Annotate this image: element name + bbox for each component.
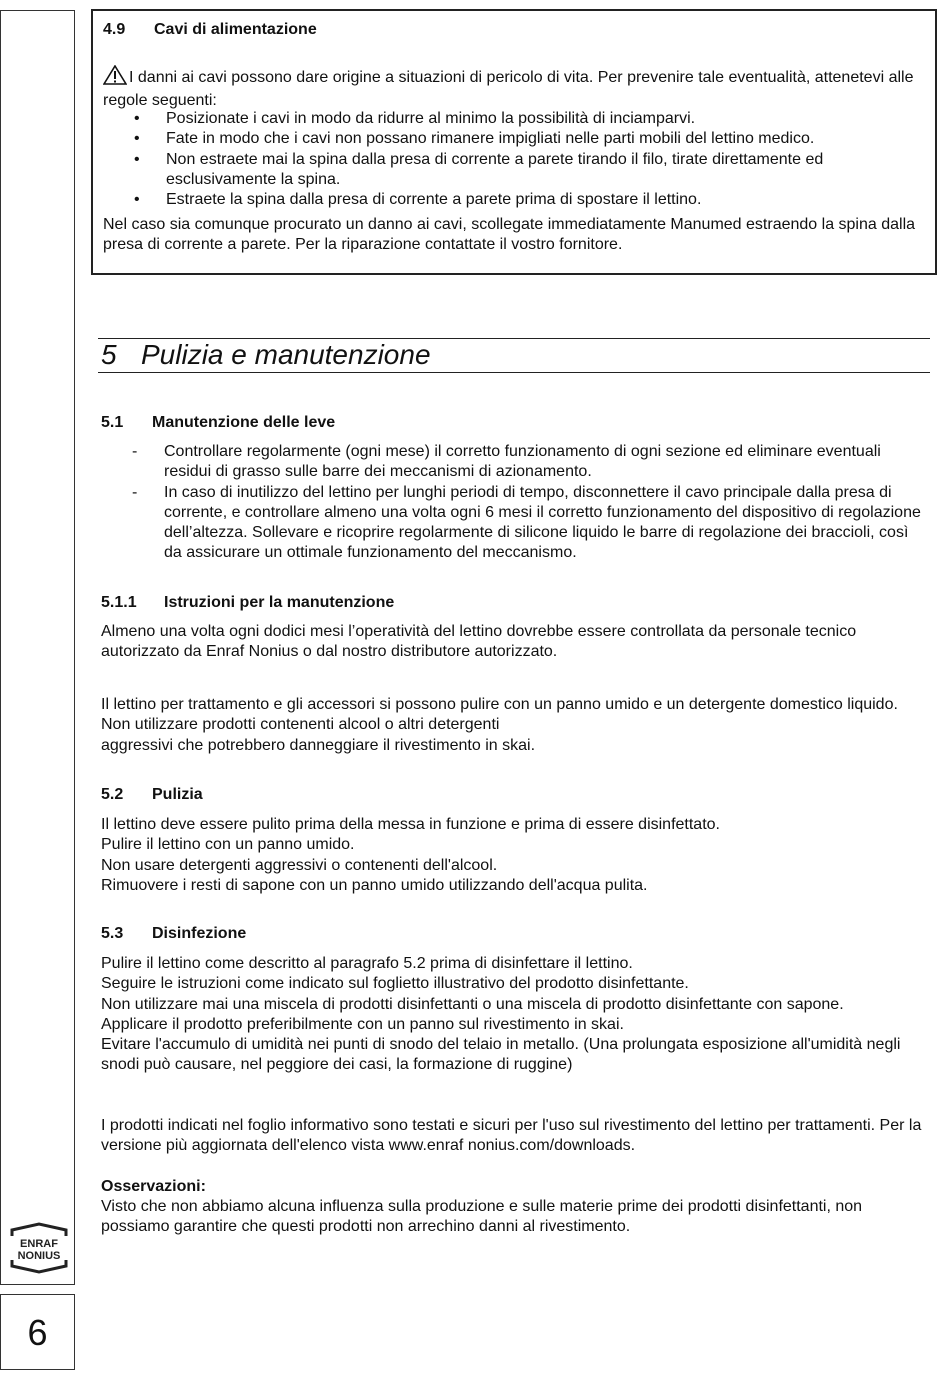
page-number-box: [0, 1294, 75, 1370]
text-line: Rimuovere i resti di sapone con un panno umido utilizzando dell'acqua pulita.: [101, 876, 648, 894]
text-line: Non utilizzare mai una miscela di prodotti disinfettanti o una miscela di prodotto disinfettante con sapone.: [101, 995, 844, 1013]
list-item: • Estraete la spina dalla presa di corrente a parete prima di spostare il lettino.: [134, 191, 702, 209]
warning-bullets: [103, 109, 921, 210]
section-5-3-heading: 5.3 Disinfezione: [101, 925, 247, 942]
list-item: • Non estraete mai la spina dalla presa di corrente a parete tirando il filo, tirate direttamente ed esclusivamente la spina.: [134, 150, 824, 188]
text-line: Evitare l'accumulo di umidità nei punti di snodo del telaio in metallo. (Una prolungata esposizione all'umidità negli snodi può causare, nel peggiore dei casi, la formazione di ruggine): [101, 1036, 901, 1074]
text-line: Applicare il prodotto preferibilmente con un panno sul rivestimento in skai.: [101, 1015, 624, 1033]
section-5-1-list: [101, 442, 928, 564]
section-4-9-heading: [103, 20, 921, 40]
section-5-1-1-heading: 5.1.1 Istruzioni per la manutenzione: [101, 594, 395, 611]
text-line: Pulire il lettino con un panno umido.: [101, 836, 355, 854]
list-item: - Controllare regolarmente (ogni mese) il corretto funzionamento di ogni sezione ed eliminare eventuali residui di grasso sulle barre dei meccanismi di azionamento.: [132, 443, 881, 481]
page-number: 6: [27, 1312, 48, 1353]
warning-intro-text: I danni ai cavi possono dare origine a situazioni di pericolo di vita. Per prevenire tale eventualità, attenetevi alle regole seguenti:: [103, 69, 914, 110]
section-5-2-heading: 5.2 Pulizia: [101, 786, 203, 803]
logo-line1: ENRAF: [20, 1238, 58, 1250]
text-line: Il lettino deve essere pulito prima della messa in funzione e prima di essere disinfettato.: [101, 816, 720, 833]
warning-triangle-icon: [103, 65, 129, 91]
warning-outro: Nel caso sia comunque procurato un danno ai cavi, scollegate immediatamente Manumed estraendo la spina dalla presa di corrente a parete. Per la riparazione contattate il vostro fornitore.: [103, 216, 916, 254]
section-number: 4.9: [103, 21, 126, 38]
warning-intro: [103, 65, 921, 112]
notes-heading: Osservazioni:: [101, 1178, 206, 1195]
list-item: - In caso di inutilizzo del lettino per lunghi periodi di tempo, disconnettere il cavo principale dalla presa di corrente, e controllare almeno una volta ogni 6 mesi il corretto funzionamento del dispositivo di regolazione dell’altezza. Sollevare e ricoprire regolarmente di silicone liquido le barre di regolazione dei braccioli, così da assicurare un ottimale funzionamento del meccanismo.: [132, 483, 921, 562]
text-line: Pulire il lettino come descritto al paragrafo 5.2 prima di disinfettare il lettino.: [101, 955, 633, 972]
section-5-1-heading: 5.1 Manutenzione delle leve: [101, 414, 336, 431]
list-item: • Posizionate i cavi in modo da ridurre al minimo la possibilità di inciamparvi.: [134, 110, 696, 127]
logo-line2: NONIUS: [17, 1250, 61, 1262]
cleaning-paragraph-1: Il lettino per trattamento e gli accessori si possono pulire con un panno umido e un detergente domestico liquido. Non utilizzare prodotti contenenti alcool o altri detergenti: [101, 696, 898, 734]
sidebar-frame: [0, 10, 75, 1285]
chapter-heading: [101, 338, 431, 372]
list-item: • Fate in modo che i cavi non possano rimanere impigliati nelle parti mobili del lettino medico.: [134, 130, 815, 148]
enraf-nonius-logo: [6, 1222, 72, 1274]
notes-paragraph: Visto che non abbiamo alcuna influenza sulla produzione e sulle materie prime dei prodotti disinfettanti, non possiamo garantire che questi prodotti non arrechino danni al rivestimento.: [101, 1198, 863, 1236]
maintenance-paragraph: Almeno una volta ogni dodici mesi l’operatività del lettino dovrebbe essere controllata da personale tecnico autorizzato da Enraf Nonius o dal nostro distributore autorizzato.: [101, 623, 857, 661]
chapter-number: 5: [101, 339, 117, 370]
text-line: Seguire le istruzioni come indicato sul foglietto illustrativo del prodotto disinfettante.: [101, 975, 689, 993]
products-info-paragraph: I prodotti indicati nel foglio informativo sono testati e sicuri per l'uso sul rivestimento del lettino per trattamenti. Per la versione più aggiornata dell'elenco vista www.enraf nonius.com/downloads.: [101, 1117, 922, 1155]
warning-box: [91, 9, 937, 275]
cleaning-paragraph-2: aggressivi che potrebbero danneggiare il rivestimento in skai.: [101, 737, 536, 754]
chapter-title: Pulizia e manutenzione: [141, 339, 431, 370]
section-5-2-text: [101, 815, 928, 896]
text-line: Non usare detergenti aggressivi o contenenti dell'alcool.: [101, 856, 498, 874]
section-title: Cavi di alimentazione: [154, 21, 317, 38]
chapter-rule-bottom: [98, 372, 930, 373]
section-5-3-text: [101, 954, 928, 1076]
